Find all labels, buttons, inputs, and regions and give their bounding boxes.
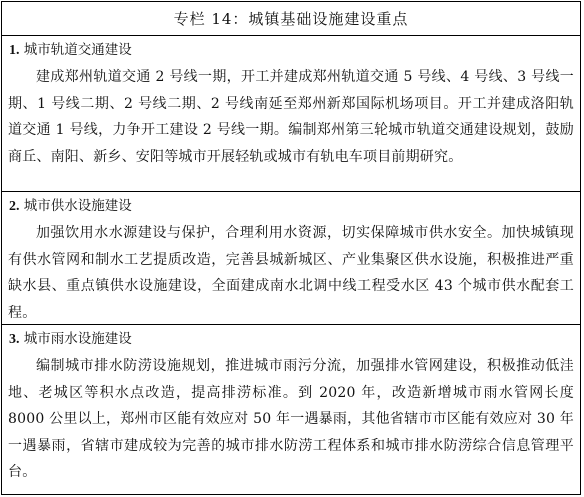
box-title: 专栏 14：城镇基础设施建设重点 (2, 2, 580, 36)
feature-box (1, 1, 581, 495)
section-title: 城市雨水设施建设 (23, 331, 132, 347)
section-title: 城市供水设施建设 (23, 198, 132, 214)
section-number: 3. (9, 332, 20, 347)
section-rail-transit (2, 36, 580, 192)
section-heading (8, 36, 574, 64)
section-heading (8, 192, 574, 220)
section-water-supply (2, 192, 580, 325)
section-stormwater (2, 325, 580, 496)
section-number: 2. (9, 199, 20, 214)
section-body-text: 加强饮用水水源建设与保护，合理利用水资源，切实保障城市供水安全。加快城镇现有供水管网和制水工艺提质改造，完善县城新城区、产业集聚区供水设施，积极推进严重缺水县、重点镇供水设施建设，全面建成南水北调中线工程受水区 43 个城市供水配套工程。 (8, 225, 574, 321)
section-title: 城市轨道交通建设 (23, 42, 132, 58)
section-body-text: 编制城市排水防涝设施规划，推进城市雨污分流，加强排水管网建设，积极推动低洼地、老城区等积水点改造，提高排涝标准。到 2020 年，改造新增城市雨水管网长度 8000 公里以上，郑州市区能有效应对 50 年一遇暴雨，其他省辖市市区能有效应对 30 年一遇暴雨，省辖市建成较为完善的城市排水防涝工程体系和城市排水防涝综合信息管理平台。 (8, 358, 574, 480)
section-heading (8, 325, 574, 353)
section-number: 1. (9, 43, 20, 58)
section-body-text: 建成郑州轨道交通 2 号线一期，开工并建成郑州轨道交通 5 号线、4 号线、3 号线一期、1 号线二期、2 号线二期、2 号线南延至郑州新郑国际机场项目。开工并建成洛阳轨道交通 1 号线，力争开工建设 2 号线一期。编制郑州第三轮城市轨道交通建设规划，鼓励商丘、南阳、新乡、安阳等城市开展轻轨或城市有轨电车项目前期研究。 (8, 69, 574, 165)
